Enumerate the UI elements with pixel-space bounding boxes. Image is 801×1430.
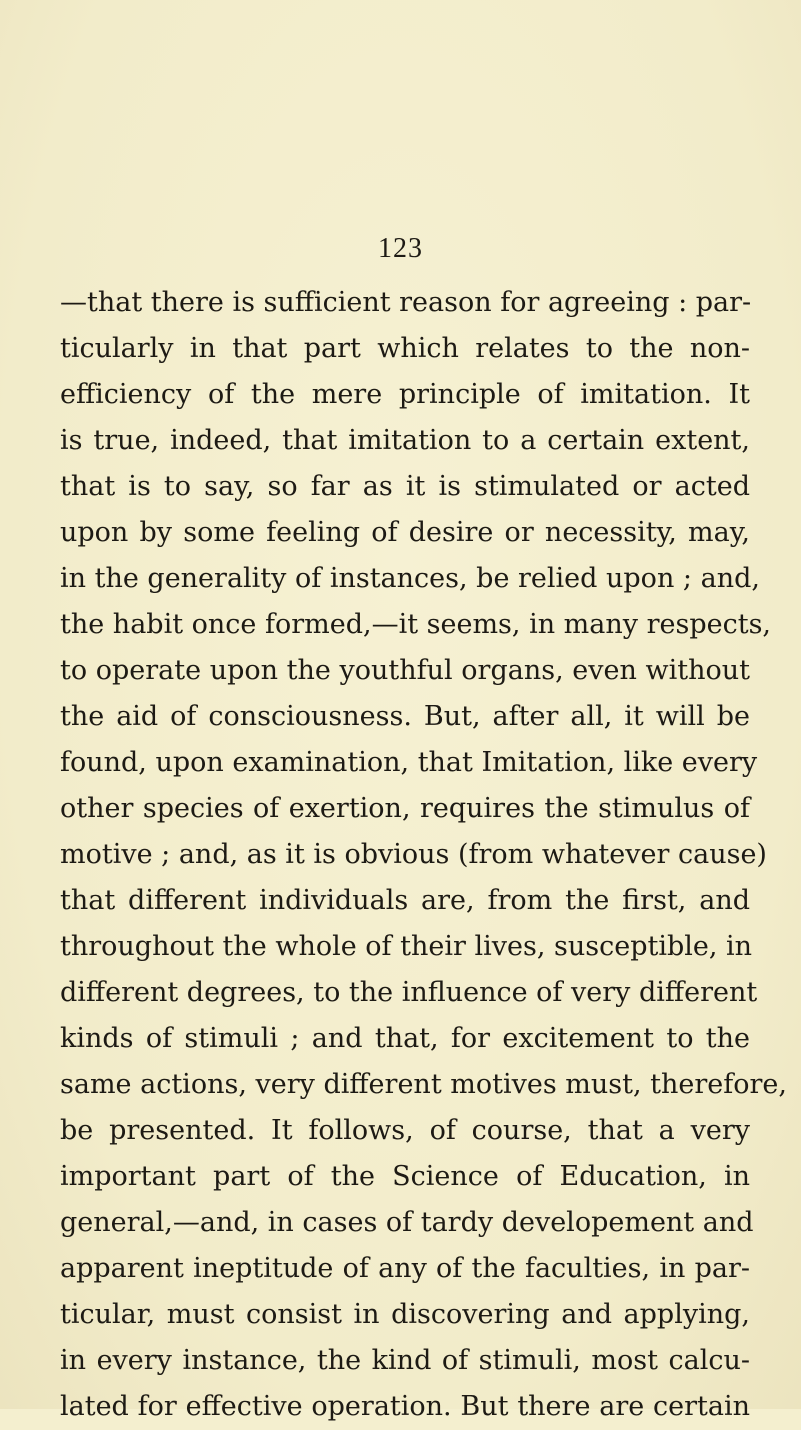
text-line: the aid of consciousness. But, after all, it will be: [60, 701, 750, 732]
text-line: different degrees, to the influence of very different: [60, 977, 758, 1008]
text-line: apparent ineptitude of any of the faculties, in par-: [60, 1253, 750, 1284]
text-line: ticular, must consist in discovering and applying,: [60, 1299, 750, 1330]
body-text: [60, 280, 787, 1430]
text-line: that different individuals are, from the first, and: [60, 885, 750, 916]
text-line: —that there is sufficient reason for agreeing : par-: [60, 287, 752, 318]
text-line: efficiency of the mere principle of imitation. It: [60, 379, 750, 410]
text-line: found, upon examination, that Imitation, like every: [60, 747, 758, 778]
text-line: be presented. It follows, of course, that a very: [60, 1115, 750, 1146]
text-line: that is to say, so far as it is stimulated or acted: [60, 471, 750, 502]
text-line: in the generality of instances, be relied upon ; and,: [60, 563, 760, 594]
text-line: the habit once formed,—it seems, in many respects,: [60, 609, 772, 640]
text-line: throughout the whole of their lives, susceptible, in: [60, 931, 753, 962]
text-line: motive ; and, as it is obvious (from whatever cause): [60, 839, 767, 870]
text-line: kinds of stimuli ; and that, for excitement to the: [60, 1023, 750, 1054]
text-line: general,—and, in cases of tardy developement and: [60, 1207, 754, 1238]
text-line: is true, indeed, that imitation to a certain extent,: [60, 425, 750, 456]
text-line: other species of exertion, requires the stimulus of: [60, 793, 750, 824]
page-number: 123: [378, 233, 423, 264]
text-line: ticularly in that part which relates to the non-: [60, 333, 750, 364]
text-line: same actions, very different motives must, therefore,: [60, 1069, 787, 1100]
text-line: to operate upon the youthful organs, even without: [60, 655, 750, 686]
text-line: important part of the Science of Education, in: [60, 1161, 750, 1192]
text-line: upon by some feeling of desire or necessity, may,: [60, 517, 750, 548]
text-line: in every instance, the kind of stimuli, most calcu-: [60, 1345, 750, 1376]
text-line: lated for effective operation. But there are certain: [60, 1391, 750, 1422]
